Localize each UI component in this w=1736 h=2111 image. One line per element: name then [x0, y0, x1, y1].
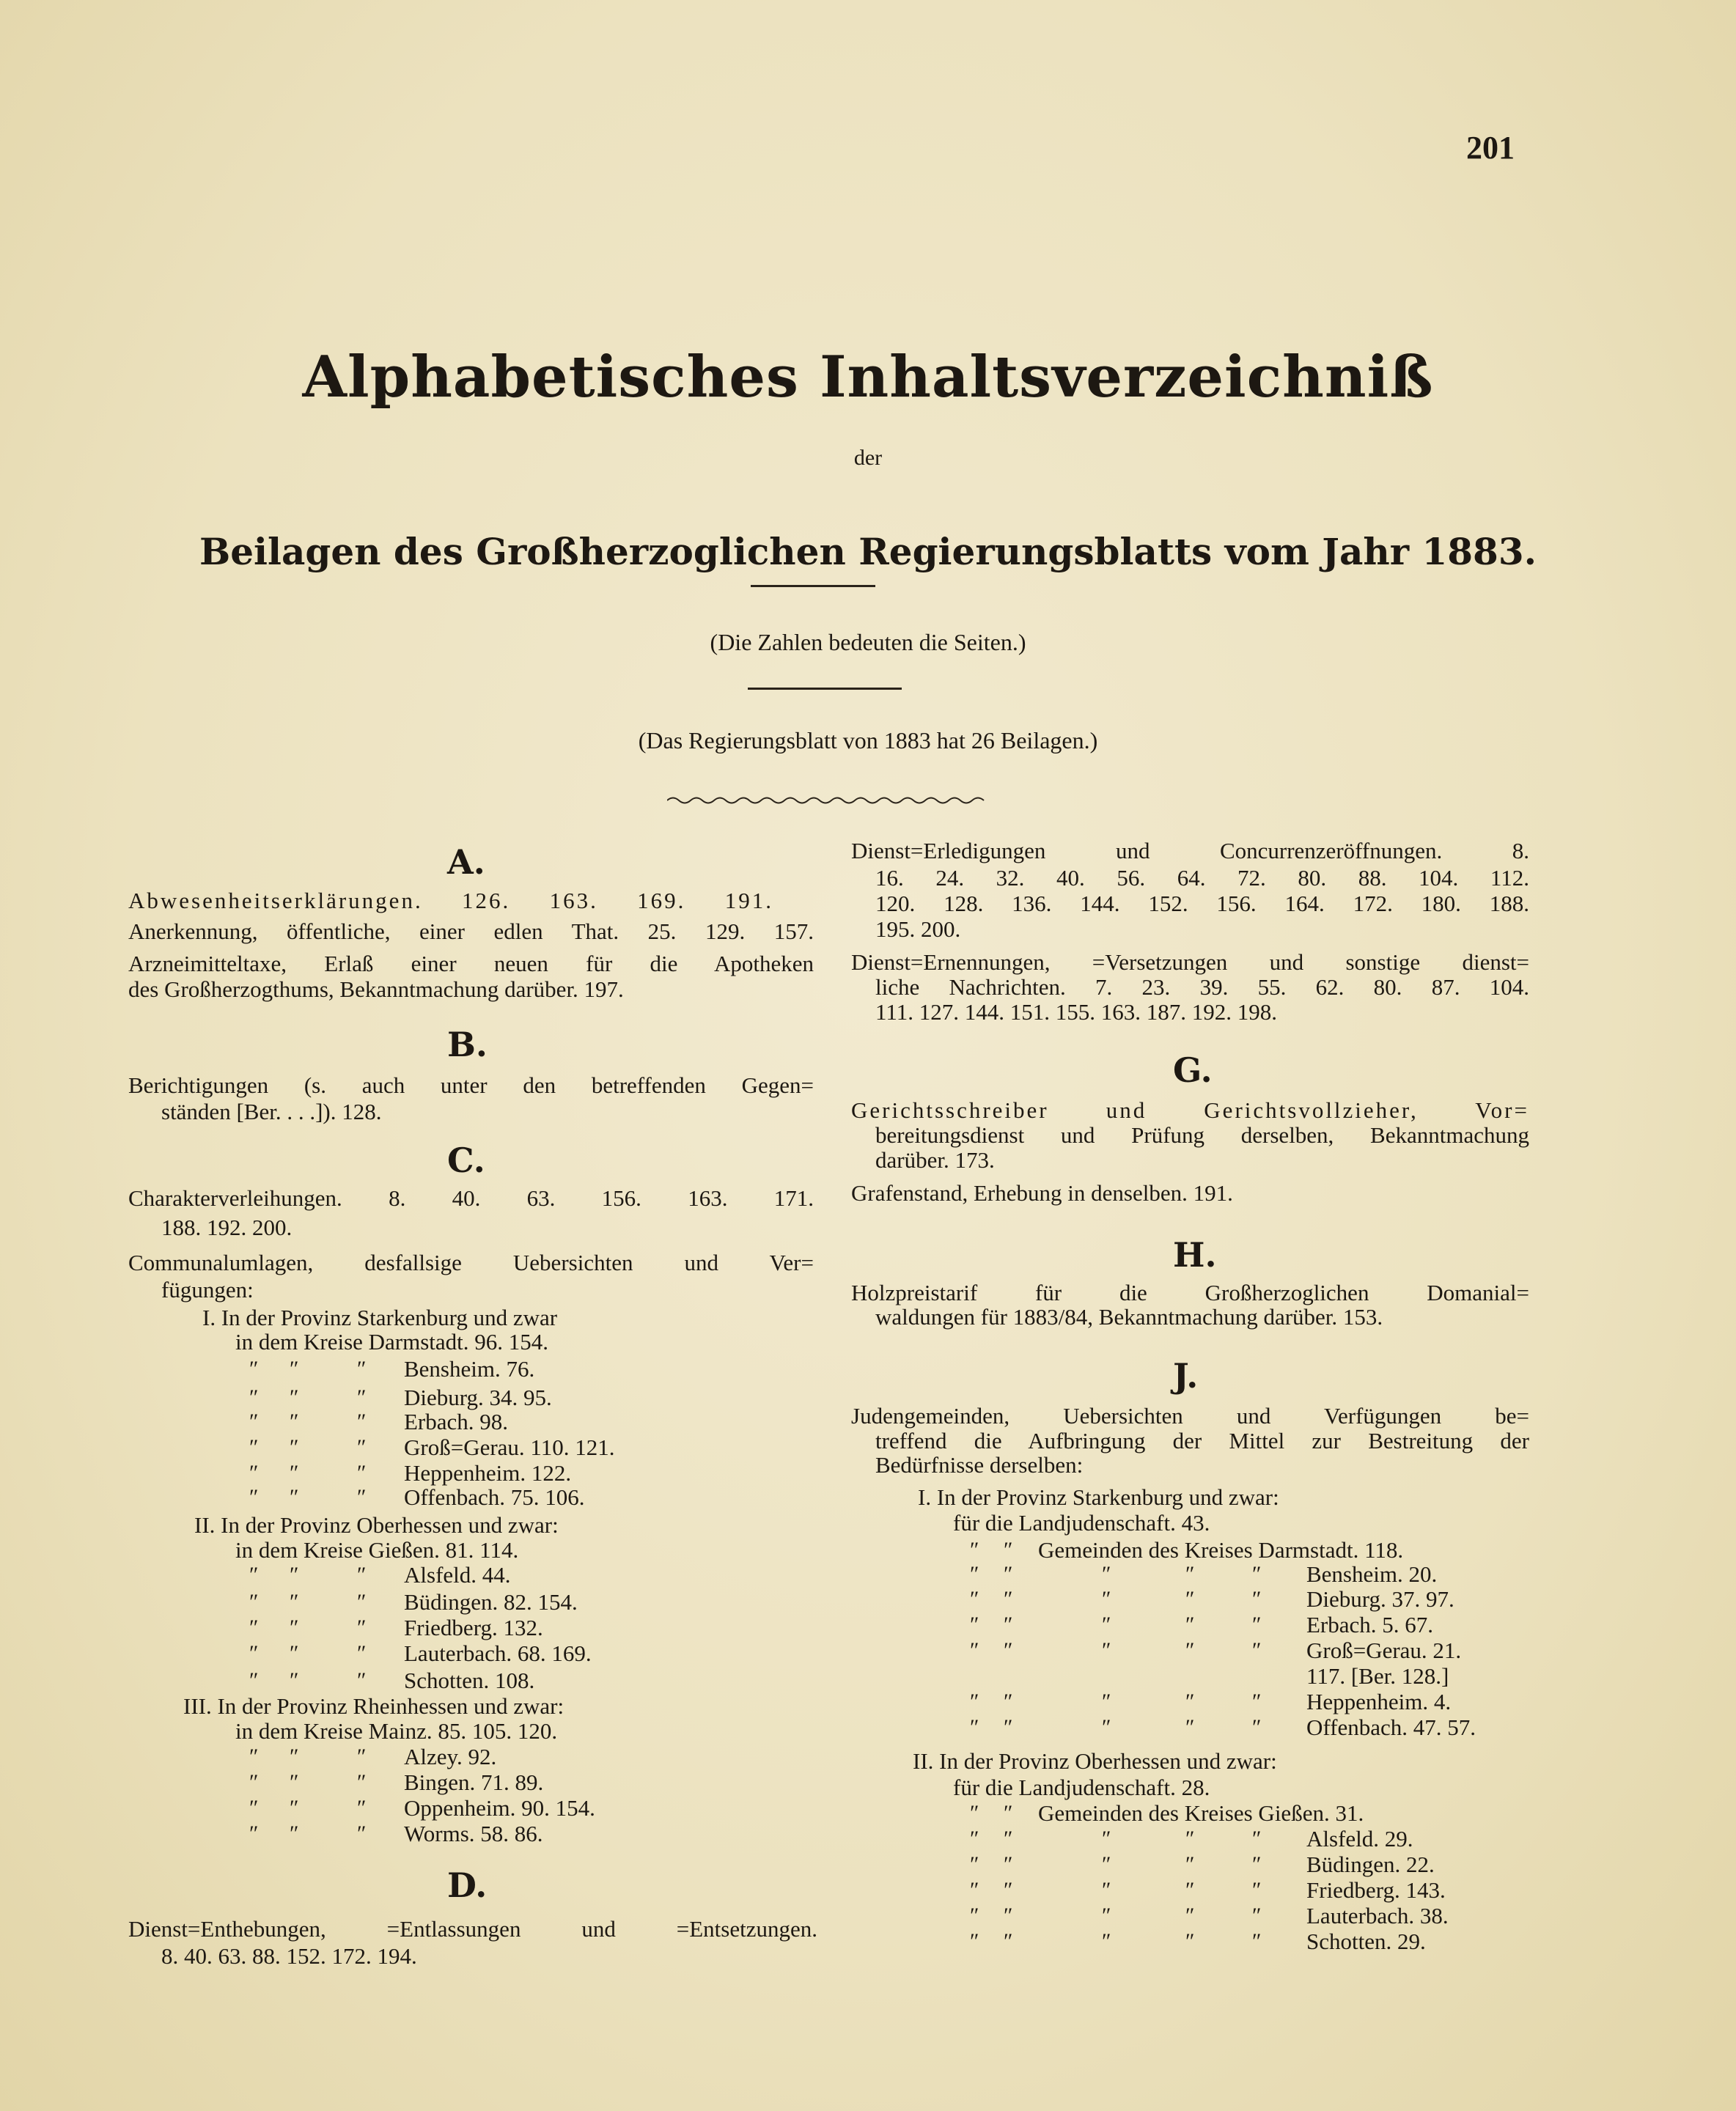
index-entry-continuation: fügungen: [161, 1277, 254, 1303]
page-subtitle: Beilagen des Großherzoglichen Regierungsblatts vom Jahr 1883. [199, 530, 1537, 573]
ditto-mark: ″ [357, 1770, 367, 1794]
ditto-mark: ″ [1252, 1878, 1262, 1902]
sub-entry: Dieburg. 37. 97. [1306, 1586, 1454, 1612]
ditto-mark: ″ [1004, 1638, 1013, 1662]
sub-entry: für die Landjudenschaft. 43. [953, 1510, 1210, 1536]
ditto-mark: ″ [1185, 1613, 1195, 1637]
ditto-mark: ″ [249, 1668, 259, 1692]
ditto-mark: ″ [1004, 1587, 1013, 1611]
ditto-mark: ″ [1252, 1638, 1262, 1662]
sub-entry: Gemeinden des Kreises Darmstadt. 118. [1038, 1537, 1404, 1563]
ditto-mark: ″ [970, 1929, 979, 1953]
sub-entry: Erbach. 98. [404, 1409, 509, 1434]
ditto-mark: ″ [1102, 1638, 1111, 1662]
ditto-mark: ″ [1004, 1904, 1013, 1928]
ditto-mark: ″ [1102, 1587, 1111, 1611]
ditto-mark: ″ [1004, 1562, 1013, 1586]
ditto-mark: ″ [1004, 1852, 1013, 1876]
ditto-mark: ″ [1185, 1638, 1195, 1662]
ditto-mark: ″ [1252, 1562, 1262, 1586]
sub-heading: II. In der Provinz Oberhessen und zwar: [194, 1512, 559, 1538]
ditto-mark: ″ [357, 1796, 367, 1820]
sub-entry: 117. [Ber. 128.] [1306, 1663, 1449, 1689]
ditto-mark: ″ [249, 1616, 259, 1640]
ditto-mark: ″ [1185, 1852, 1195, 1876]
ditto-mark: ″ [1252, 1904, 1262, 1928]
sub-entry: Offenbach. 47. 57. [1306, 1714, 1476, 1740]
ditto-mark: ″ [290, 1641, 299, 1665]
ditto-mark: ″ [1004, 1690, 1013, 1714]
sub-entry: Schotten. 108. [404, 1668, 535, 1693]
ditto-mark: ″ [1004, 1878, 1013, 1902]
ditto-mark: ″ [290, 1668, 299, 1692]
ditto-mark: ″ [290, 1770, 299, 1794]
ditto-mark: ″ [357, 1357, 367, 1381]
ditto-mark: ″ [357, 1821, 367, 1846]
index-entry: Communalumlagen, desfallsige Uebersichten und Ver= [128, 1250, 814, 1275]
section-heading-a: A. [447, 842, 485, 882]
ditto-mark: ″ [970, 1690, 979, 1714]
ditto-mark: ″ [1185, 1715, 1195, 1739]
ditto-mark: ″ [249, 1821, 259, 1846]
sub-entry: Oppenheim. 90. 154. [404, 1795, 595, 1821]
ditto-mark: ″ [357, 1590, 367, 1614]
index-entry: Judengemeinden, Uebersichten und Verfügungen be= [851, 1403, 1529, 1429]
ditto-mark: ″ [290, 1796, 299, 1820]
page-number: 201 [1466, 130, 1515, 166]
ditto-mark: ″ [970, 1801, 979, 1825]
ditto-mark: ″ [1102, 1904, 1111, 1928]
ditto-mark: ″ [290, 1485, 299, 1509]
index-entry-continuation: darüber. 173. [875, 1147, 995, 1173]
sub-entry: Groß=Gerau. 110. 121. [404, 1434, 615, 1460]
sub-entry: Bensheim. 20. [1306, 1561, 1438, 1587]
ditto-mark: ″ [1102, 1690, 1111, 1714]
ditto-mark: ″ [1004, 1538, 1013, 1562]
ditto-mark: ″ [970, 1538, 979, 1562]
ditto-mark: ″ [970, 1587, 979, 1611]
ditto-mark: ″ [357, 1616, 367, 1640]
ditto-mark: ″ [290, 1563, 299, 1587]
ditto-mark: ″ [249, 1435, 259, 1459]
ditto-mark: ″ [290, 1435, 299, 1459]
ditto-mark: ″ [1004, 1613, 1013, 1637]
section-heading-g: G. [1173, 1050, 1213, 1090]
ditto-mark: ″ [1102, 1929, 1111, 1953]
ditto-mark: ″ [290, 1821, 299, 1846]
ditto-mark: ″ [1252, 1929, 1262, 1953]
ditto-mark: ″ [1185, 1878, 1195, 1902]
section-heading-j: J. [1173, 1356, 1199, 1396]
ditto-mark: ″ [357, 1668, 367, 1692]
sub-entry: Alzey. 92. [404, 1744, 497, 1769]
sub-entry: Worms. 58. 86. [404, 1821, 543, 1846]
ditto-mark: ″ [357, 1563, 367, 1587]
index-entry-continuation: liche Nachrichten. 7. 23. 39. 55. 62. 80. 87. 104. [875, 974, 1529, 1000]
index-entry-continuation: treffend die Aufbringung der Mittel zur Bestreitung der [875, 1428, 1529, 1454]
index-entry-continuation: 188. 192. 200. [161, 1215, 293, 1240]
index-entry-continuation: ständen [Ber. . . .]). 128. [161, 1099, 382, 1124]
ditto-mark: ″ [357, 1385, 367, 1410]
sub-entry: Lauterbach. 38. [1306, 1903, 1449, 1928]
index-entry-continuation: des Großherzogthums, Bekanntmachung darüber. 197. [128, 976, 624, 1002]
divider [751, 585, 875, 587]
section-heading-d: D. [447, 1865, 488, 1905]
ditto-mark: ″ [1252, 1852, 1262, 1876]
ditto-mark: ″ [1102, 1827, 1111, 1851]
index-entry: Berichtigungen (s. auch unter den betreffenden Gegen= [128, 1072, 814, 1098]
sub-heading: III. In der Provinz Rheinhessen und zwar: [183, 1693, 564, 1719]
sub-heading: II. In der Provinz Oberhessen und zwar: [913, 1748, 1277, 1774]
sub-entry: Büdingen. 82. 154. [404, 1589, 578, 1615]
sub-entry: Gemeinden des Kreises Gießen. 31. [1038, 1800, 1364, 1826]
index-entry-continuation: 195. 200. [875, 916, 961, 942]
ditto-mark: ″ [249, 1563, 259, 1587]
index-entry: Arzneimitteltaxe, Erlaß einer neuen für die Apotheken [128, 951, 814, 976]
ditto-mark: ″ [290, 1357, 299, 1381]
index-entry: Dienst=Enthebungen, =Entlassungen und =Entsetzungen. [128, 1916, 817, 1942]
sub-entry: für die Landjudenschaft. 28. [953, 1775, 1210, 1800]
ditto-mark: ″ [1185, 1587, 1195, 1611]
sub-entry: Büdingen. 22. [1306, 1852, 1435, 1877]
sub-entry: in dem Kreise Mainz. 85. 105. 120. [235, 1718, 558, 1744]
index-entry-continuation: Bedürfnisse derselben: [875, 1452, 1084, 1478]
ditto-mark: ″ [1252, 1690, 1262, 1714]
ditto-mark: ″ [1102, 1852, 1111, 1876]
sub-entry: Friedberg. 132. [404, 1615, 543, 1640]
ditto-mark: ″ [1185, 1690, 1195, 1714]
ditto-mark: ″ [970, 1878, 979, 1902]
ditto-mark: ″ [970, 1638, 979, 1662]
ditto-mark: ″ [249, 1385, 259, 1410]
ditto-mark: ″ [1004, 1715, 1013, 1739]
ditto-mark: ″ [970, 1852, 979, 1876]
index-entry: Dienst=Ernennungen, =Versetzungen und sonstige dienst= [851, 949, 1529, 975]
wavy-divider [667, 795, 990, 806]
ditto-mark: ″ [1252, 1613, 1262, 1637]
index-entry: Anerkennung, öffentliche, einer edlen That. 25. 129. 157. [128, 918, 814, 944]
index-entry: Holzpreistarif für die Großherzoglichen Domanial= [851, 1280, 1529, 1305]
ditto-mark: ″ [1185, 1929, 1195, 1953]
sub-entry: Alsfeld. 44. [404, 1562, 511, 1588]
sub-entry: Heppenheim. 4. [1306, 1689, 1452, 1714]
note-page-numbers: (Die Zahlen bedeuten die Seiten.) [710, 629, 1026, 655]
section-heading-b: B. [447, 1025, 488, 1064]
ditto-mark: ″ [290, 1461, 299, 1485]
ditto-mark: ″ [970, 1715, 979, 1739]
ditto-mark: ″ [249, 1410, 259, 1434]
sub-entry: Friedberg. 143. [1306, 1877, 1446, 1903]
index-entry-continuation: 16. 24. 32. 40. 56. 64. 72. 80. 88. 104. 112. [875, 865, 1529, 891]
sub-entry: Offenbach. 75. 106. [404, 1484, 585, 1510]
divider [748, 688, 902, 690]
section-heading-h: H. [1173, 1235, 1217, 1275]
ditto-mark: ″ [290, 1745, 299, 1769]
ditto-mark: ″ [290, 1590, 299, 1614]
ditto-mark: ″ [1004, 1801, 1013, 1825]
index-entry-continuation: 8. 40. 63. 88. 152. 172. 194. [161, 1943, 417, 1969]
sub-entry: Bingen. 71. 89. [404, 1769, 544, 1795]
ditto-mark: ″ [1185, 1904, 1195, 1928]
ditto-mark: ″ [249, 1745, 259, 1769]
ditto-mark: ″ [357, 1410, 367, 1434]
ditto-mark: ″ [1004, 1827, 1013, 1851]
sub-entry: Dieburg. 34. 95. [404, 1385, 552, 1410]
index-entry: Abwesenheitserklärungen. 126. 163. 169. 191. [128, 888, 773, 913]
sub-entry: Heppenheim. 122. [404, 1460, 572, 1486]
ditto-mark: ″ [970, 1904, 979, 1928]
index-entry-continuation: 120. 128. 136. 144. 152. 156. 164. 172. 180. 188. [875, 891, 1529, 916]
section-heading-c: C. [447, 1141, 485, 1180]
ditto-mark: ″ [970, 1613, 979, 1637]
ditto-mark: ″ [357, 1641, 367, 1665]
ditto-mark: ″ [1004, 1929, 1013, 1953]
ditto-mark: ″ [970, 1562, 979, 1586]
sub-entry: Lauterbach. 68. 169. [404, 1640, 592, 1666]
index-entry: Grafenstand, Erhebung in denselben. 191. [851, 1180, 1233, 1206]
note-supplement-count: (Das Regierungsblatt von 1883 hat 26 Beilagen.) [638, 727, 1098, 754]
ditto-mark: ″ [357, 1461, 367, 1485]
ditto-mark: ″ [249, 1641, 259, 1665]
ditto-mark: ″ [1102, 1878, 1111, 1902]
ditto-mark: ″ [290, 1410, 299, 1434]
ditto-mark: ″ [1185, 1827, 1195, 1851]
index-entry-continuation: bereitungsdienst und Prüfung derselben, Bekanntmachung [875, 1122, 1529, 1148]
ditto-mark: ″ [1102, 1715, 1111, 1739]
sub-entry: Erbach. 5. 67. [1306, 1612, 1434, 1637]
ditto-mark: ″ [249, 1485, 259, 1509]
sub-entry: Groß=Gerau. 21. [1306, 1637, 1462, 1663]
ditto-mark: ″ [290, 1616, 299, 1640]
index-entry-continuation: 111. 127. 144. 151. 155. 163. 187. 192. 198. [875, 999, 1277, 1025]
ditto-mark: ″ [1252, 1715, 1262, 1739]
index-entry: Charakterverleihungen. 8. 40. 63. 156. 163. 171. [128, 1185, 814, 1211]
sub-entry: in dem Kreise Darmstadt. 96. 154. [235, 1329, 549, 1355]
index-entry-continuation: waldungen für 1883/84, Bekanntmachung darüber. 153. [875, 1304, 1383, 1330]
ditto-mark: ″ [290, 1385, 299, 1410]
ditto-mark: ″ [357, 1435, 367, 1459]
title-connector: der [853, 446, 883, 470]
ditto-mark: ″ [249, 1461, 259, 1485]
ditto-mark: ″ [249, 1590, 259, 1614]
index-entry: Gerichtsschreiber und Gerichtsvollzieher, Vor= [851, 1097, 1529, 1123]
ditto-mark: ″ [1102, 1613, 1111, 1637]
sub-heading: I. In der Provinz Starkenburg und zwar: [918, 1484, 1279, 1510]
ditto-mark: ″ [1102, 1562, 1111, 1586]
ditto-mark: ″ [249, 1770, 259, 1794]
ditto-mark: ″ [1185, 1562, 1195, 1586]
sub-entry: Schotten. 29. [1306, 1928, 1426, 1954]
index-entry: Dienst=Erledigungen und Concurrenzeröffnungen. 8. [851, 838, 1529, 863]
ditto-mark: ″ [1252, 1587, 1262, 1611]
ditto-mark: ″ [357, 1485, 367, 1509]
ditto-mark: ″ [1252, 1827, 1262, 1851]
ditto-mark: ″ [249, 1796, 259, 1820]
ditto-mark: ″ [249, 1357, 259, 1381]
sub-entry: in dem Kreise Gießen. 81. 114. [235, 1537, 519, 1563]
page-title: Alphabetisches Inhaltsverzeichniß [302, 344, 1434, 410]
ditto-mark: ″ [357, 1745, 367, 1769]
sub-entry: Bensheim. 76. [404, 1356, 535, 1382]
sub-entry: Alsfeld. 29. [1306, 1826, 1413, 1852]
sub-heading: I. In der Provinz Starkenburg und zwar [202, 1305, 558, 1330]
ditto-mark: ″ [970, 1827, 979, 1851]
